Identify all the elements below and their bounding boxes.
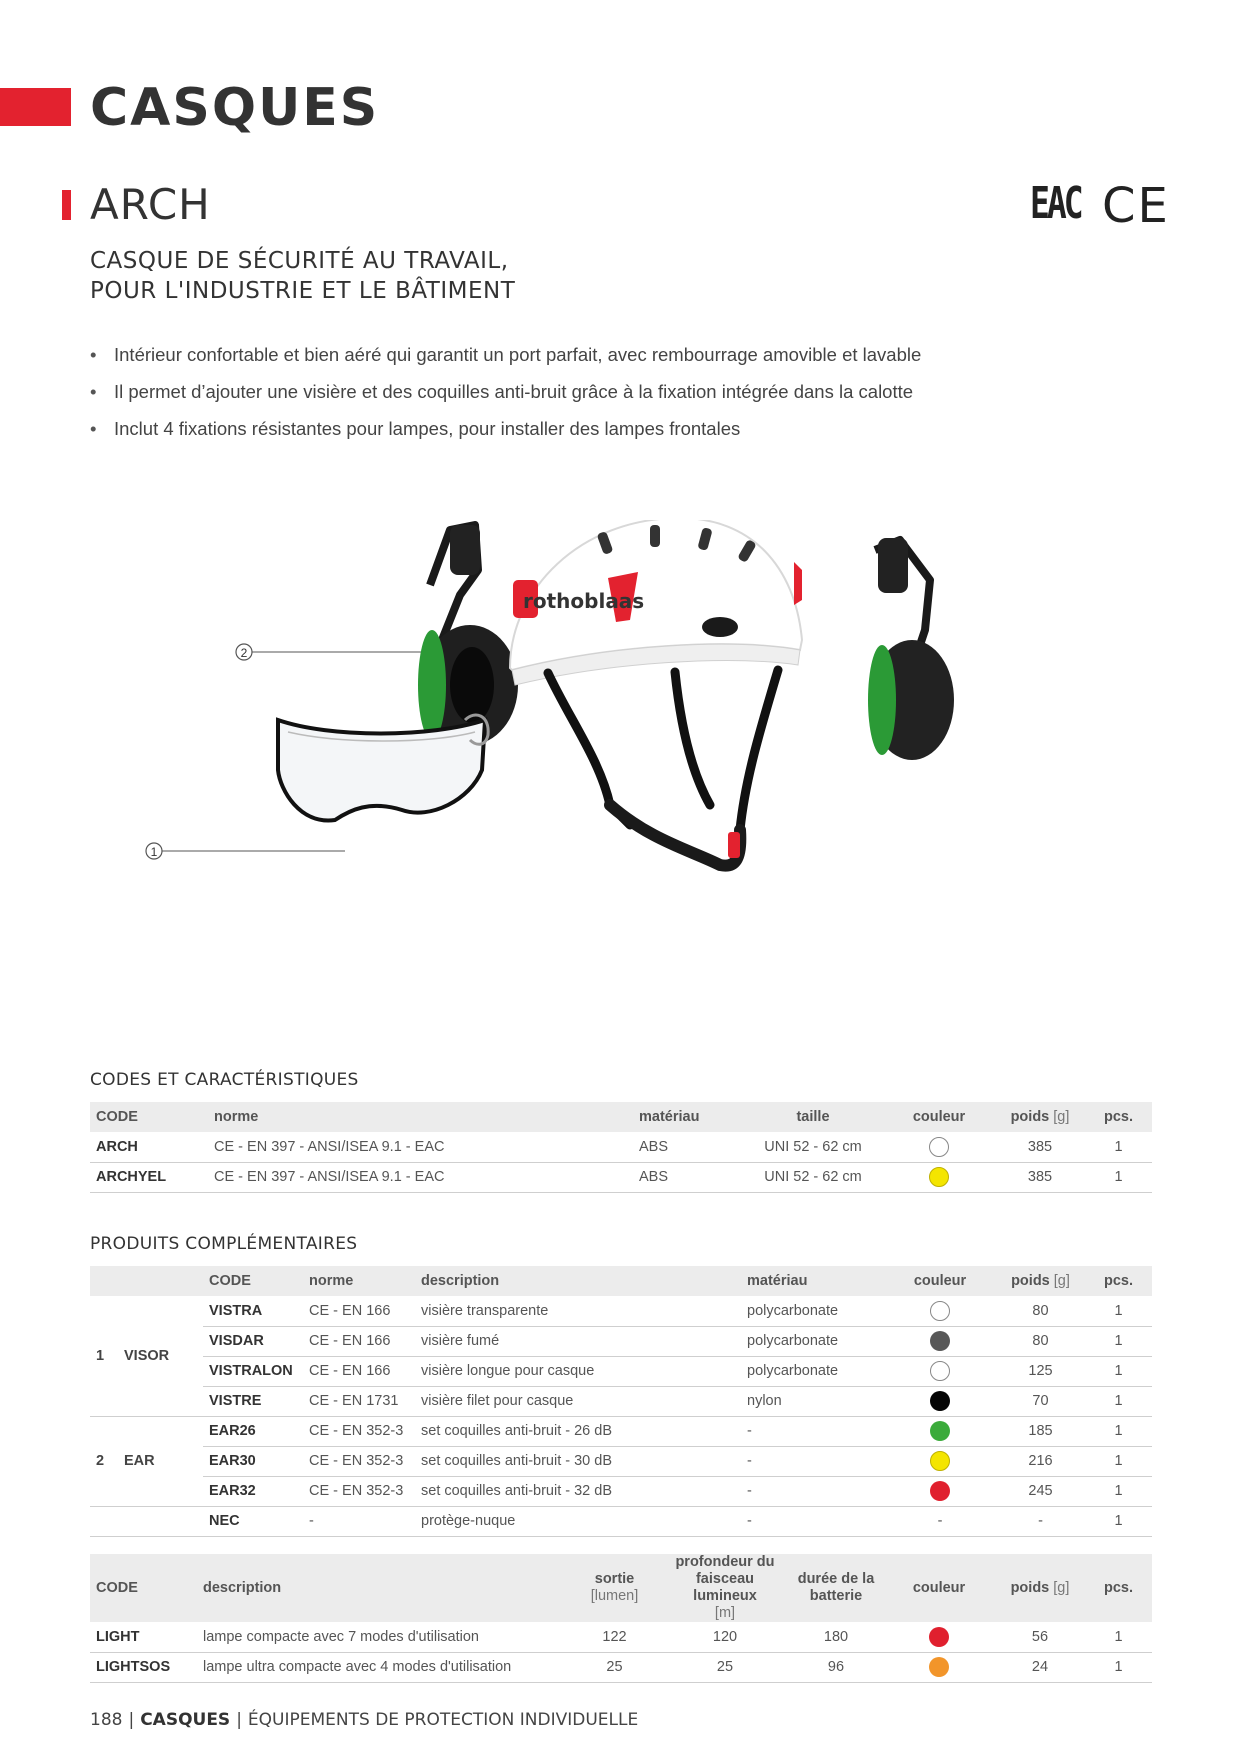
group-number: 1 bbox=[90, 1296, 118, 1416]
cell-couleur bbox=[884, 1326, 996, 1356]
page-footer bbox=[90, 1710, 638, 1730]
ear-muff-left-image bbox=[418, 525, 518, 745]
cell-description: protège-nuque bbox=[415, 1506, 741, 1536]
col-profondeur bbox=[661, 1554, 789, 1622]
col-sortie-unit: [lumen] bbox=[590, 1588, 639, 1604]
col-poids-label: poids bbox=[1011, 1273, 1050, 1289]
footer-separator: | bbox=[128, 1710, 135, 1730]
table-row bbox=[90, 1162, 1152, 1192]
table-row bbox=[90, 1416, 1152, 1446]
color-swatch-red bbox=[930, 1481, 950, 1501]
codes-table-header bbox=[90, 1102, 1152, 1132]
cell-description: visière longue pour casque bbox=[415, 1356, 741, 1386]
cell-couleur bbox=[884, 1416, 996, 1446]
subtitle-line-2: POUR L'INDUSTRIE ET LE BÂTIMENT bbox=[90, 278, 516, 304]
cell-code: EAR30 bbox=[203, 1446, 303, 1476]
table-row bbox=[90, 1386, 1152, 1416]
table-row bbox=[90, 1506, 1152, 1536]
col-norme: norme bbox=[208, 1102, 633, 1132]
color-swatch-grey bbox=[930, 1331, 950, 1351]
footer-separator: | bbox=[236, 1710, 242, 1730]
col-description: description bbox=[415, 1266, 741, 1296]
col-poids bbox=[995, 1554, 1085, 1622]
cell-profondeur: 120 bbox=[661, 1622, 789, 1652]
helmet-brand-text: rothoblaas bbox=[523, 589, 645, 613]
col-pcs: pcs. bbox=[1085, 1266, 1152, 1296]
group-label: VISOR bbox=[118, 1296, 203, 1416]
product-illustration bbox=[130, 520, 1090, 990]
cell-pcs: 1 bbox=[1085, 1652, 1152, 1682]
feature-item: • Inclut 4 fixations résistantes pour lampes, pour installer des lampes frontales bbox=[90, 410, 1150, 447]
cell-couleur bbox=[884, 1386, 996, 1416]
section-accent-bar bbox=[0, 88, 71, 126]
cell-sortie: 122 bbox=[568, 1622, 661, 1652]
col-poids-unit: [g] bbox=[1053, 1579, 1070, 1596]
color-swatch-green bbox=[930, 1421, 950, 1441]
cell-code: LIGHTSOS bbox=[90, 1652, 197, 1682]
cell-poids: 245 bbox=[996, 1476, 1085, 1506]
cell-description: lampe compacte avec 7 modes d'utilisation bbox=[197, 1622, 568, 1652]
cell-code: VISTRE bbox=[203, 1386, 303, 1416]
cell-taille: UNI 52 - 62 cm bbox=[743, 1162, 883, 1192]
cell-materiau: polycarbonate bbox=[741, 1356, 884, 1386]
col-couleur: couleur bbox=[883, 1102, 995, 1132]
lights-table bbox=[90, 1554, 1152, 1683]
col-description: description bbox=[197, 1554, 568, 1622]
cell-norme: CE - EN 166 bbox=[303, 1296, 415, 1326]
feature-item: • Il permet d’ajouter une visière et des coquilles anti-bruit grâce à la fixation intégrée dans la calotte bbox=[90, 373, 1150, 410]
cell-pcs: 1 bbox=[1085, 1296, 1152, 1326]
page-number: 188 bbox=[90, 1710, 123, 1730]
color-swatch-red bbox=[929, 1627, 949, 1647]
col-pcs: pcs. bbox=[1085, 1102, 1152, 1132]
cell-couleur: - bbox=[884, 1506, 996, 1536]
cell-norme: CE - EN 352-3 bbox=[303, 1476, 415, 1506]
cell-couleur bbox=[884, 1356, 996, 1386]
cell-poids: 385 bbox=[995, 1162, 1085, 1192]
ce-mark-icon: CE bbox=[1102, 178, 1170, 234]
complements-table bbox=[90, 1266, 1152, 1537]
cell-poids: 216 bbox=[996, 1446, 1085, 1476]
cell-taille: UNI 52 - 62 cm bbox=[743, 1132, 883, 1162]
cell-couleur bbox=[884, 1446, 996, 1476]
table-row bbox=[90, 1476, 1152, 1506]
cell-materiau: - bbox=[741, 1416, 884, 1446]
ear-muff-right-image bbox=[868, 538, 954, 760]
cell-code: EAR26 bbox=[203, 1416, 303, 1446]
cell-materiau: nylon bbox=[741, 1386, 884, 1416]
cell-couleur bbox=[884, 1296, 996, 1326]
cell-materiau: - bbox=[741, 1476, 884, 1506]
cell-materiau: ABS bbox=[633, 1162, 743, 1192]
group-number: 2 bbox=[90, 1416, 118, 1506]
col-code: CODE bbox=[90, 1554, 197, 1622]
cell-description: visière fumé bbox=[415, 1326, 741, 1356]
col-poids bbox=[995, 1102, 1085, 1132]
cell-code: ARCHYEL bbox=[90, 1162, 208, 1192]
cell-pcs: 1 bbox=[1085, 1162, 1152, 1192]
color-swatch-black bbox=[930, 1391, 950, 1411]
codes-heading: CODES ET CARACTÉRISTIQUES bbox=[90, 1070, 359, 1090]
callout-visor bbox=[146, 843, 345, 859]
color-swatch-yellow bbox=[930, 1451, 950, 1471]
cell-norme: CE - EN 1731 bbox=[303, 1386, 415, 1416]
cell-poids: 125 bbox=[996, 1356, 1085, 1386]
cell-code: VISTRA bbox=[203, 1296, 303, 1326]
table-row bbox=[90, 1326, 1152, 1356]
feature-item: • Intérieur confortable et bien aéré qui garantit un port parfait, avec rembourrage amovible et lavable bbox=[90, 336, 1150, 373]
col-poids-unit: [g] bbox=[1053, 1273, 1070, 1289]
product-accent-mark bbox=[62, 190, 71, 220]
helmet-image bbox=[510, 520, 802, 866]
product-title: ARCH bbox=[90, 180, 211, 229]
col-poids bbox=[996, 1266, 1085, 1296]
color-swatch-white bbox=[929, 1137, 949, 1157]
callout-ear-number: 2 bbox=[240, 646, 248, 660]
footer-chapter: ÉQUIPEMENTS DE PROTECTION INDIVIDUELLE bbox=[247, 1710, 639, 1730]
table-row bbox=[90, 1622, 1152, 1652]
cell-materiau: - bbox=[741, 1506, 884, 1536]
col-taille: taille bbox=[743, 1102, 883, 1132]
product-subtitle bbox=[90, 246, 515, 306]
col-profondeur-label: profondeur du faisceau lumineux bbox=[675, 1554, 775, 1604]
lights-table-header bbox=[90, 1554, 1152, 1622]
cell-norme: CE - EN 397 - ANSI/ISEA 9.1 - EAC bbox=[208, 1162, 633, 1192]
codes-table bbox=[90, 1102, 1152, 1193]
cell-norme: CE - EN 352-3 bbox=[303, 1446, 415, 1476]
cell-materiau: polycarbonate bbox=[741, 1326, 884, 1356]
complements-table-header bbox=[90, 1266, 1152, 1296]
col-code: CODE bbox=[90, 1102, 208, 1132]
cell-poids: 70 bbox=[996, 1386, 1085, 1416]
table-row bbox=[90, 1652, 1152, 1682]
col-poids-label: poids bbox=[1010, 1109, 1050, 1125]
col-materiau: matériau bbox=[633, 1102, 743, 1132]
table-row bbox=[90, 1132, 1152, 1162]
cell-poids: 80 bbox=[996, 1326, 1085, 1356]
col-poids-unit: [g] bbox=[1053, 1109, 1070, 1125]
eac-mark-icon: EAC bbox=[1030, 178, 1081, 229]
color-swatch-yellow bbox=[929, 1167, 949, 1187]
group-label: EAR bbox=[118, 1416, 203, 1506]
section-title: CASQUES bbox=[90, 78, 380, 138]
cell-code: NEC bbox=[203, 1506, 303, 1536]
col-couleur: couleur bbox=[883, 1554, 995, 1622]
cell-poids: 56 bbox=[995, 1622, 1085, 1652]
cell-description: set coquilles anti-bruit - 26 dB bbox=[415, 1416, 741, 1446]
table-row bbox=[90, 1296, 1152, 1326]
footer-section: CASQUES bbox=[140, 1710, 231, 1730]
cell-description: visière transparente bbox=[415, 1296, 741, 1326]
subtitle-line-1: CASQUE DE SÉCURITÉ AU TRAVAIL, bbox=[90, 248, 509, 274]
cell-materiau: polycarbonate bbox=[741, 1296, 884, 1326]
cell-pcs: 1 bbox=[1085, 1506, 1152, 1536]
callout-ear bbox=[236, 644, 428, 660]
callout-visor-number: 1 bbox=[150, 845, 158, 859]
color-swatch-white bbox=[930, 1361, 950, 1381]
cell-sortie: 25 bbox=[568, 1652, 661, 1682]
cell-norme: CE - EN 397 - ANSI/ISEA 9.1 - EAC bbox=[208, 1132, 633, 1162]
cell-pcs: 1 bbox=[1085, 1416, 1152, 1446]
cell-description: set coquilles anti-bruit - 30 dB bbox=[415, 1446, 741, 1476]
cell-duree: 96 bbox=[789, 1652, 883, 1682]
cell-code: LIGHT bbox=[90, 1622, 197, 1652]
visor-image bbox=[278, 715, 488, 820]
cell-norme: CE - EN 352-3 bbox=[303, 1416, 415, 1446]
cell-norme: CE - EN 166 bbox=[303, 1356, 415, 1386]
cell-materiau: ABS bbox=[633, 1132, 743, 1162]
color-swatch-orange bbox=[929, 1657, 949, 1677]
cell-poids: 185 bbox=[996, 1416, 1085, 1446]
cell-poids: 80 bbox=[996, 1296, 1085, 1326]
cell-couleur bbox=[883, 1622, 995, 1652]
cell-pcs: 1 bbox=[1085, 1622, 1152, 1652]
cell-poids: 385 bbox=[995, 1132, 1085, 1162]
col-duree: durée de la batterie bbox=[789, 1554, 883, 1622]
col-pcs: pcs. bbox=[1085, 1554, 1152, 1622]
table-row bbox=[90, 1446, 1152, 1476]
cell-description: visière filet pour casque bbox=[415, 1386, 741, 1416]
cell-materiau: - bbox=[741, 1446, 884, 1476]
cell-norme: - bbox=[303, 1506, 415, 1536]
table-row bbox=[90, 1356, 1152, 1386]
cell-couleur bbox=[883, 1162, 995, 1192]
cell-couleur bbox=[883, 1132, 995, 1162]
cell-poids: - bbox=[996, 1506, 1085, 1536]
col-sortie-label: sortie bbox=[594, 1571, 635, 1587]
cell-duree: 180 bbox=[789, 1622, 883, 1652]
col-couleur: couleur bbox=[884, 1266, 996, 1296]
cell-poids: 24 bbox=[995, 1652, 1085, 1682]
col-profondeur-unit: [m] bbox=[714, 1605, 736, 1621]
cell-couleur bbox=[883, 1652, 995, 1682]
col-norme: norme bbox=[303, 1266, 415, 1296]
cell-norme: CE - EN 166 bbox=[303, 1326, 415, 1356]
col-code: CODE bbox=[203, 1266, 303, 1296]
cell-code: EAR32 bbox=[203, 1476, 303, 1506]
cell-pcs: 1 bbox=[1085, 1446, 1152, 1476]
col-poids-label: poids bbox=[1010, 1579, 1050, 1596]
cell-profondeur: 25 bbox=[661, 1652, 789, 1682]
cell-couleur bbox=[884, 1476, 996, 1506]
cell-code: VISDAR bbox=[203, 1326, 303, 1356]
cell-description: set coquilles anti-bruit - 32 dB bbox=[415, 1476, 741, 1506]
feature-list bbox=[90, 336, 1150, 447]
cell-pcs: 1 bbox=[1085, 1386, 1152, 1416]
cell-pcs: 1 bbox=[1085, 1356, 1152, 1386]
color-swatch-white bbox=[930, 1301, 950, 1321]
cell-pcs: 1 bbox=[1085, 1132, 1152, 1162]
cell-pcs: 1 bbox=[1085, 1326, 1152, 1356]
cell-description: lampe ultra compacte avec 4 modes d'utilisation bbox=[197, 1652, 568, 1682]
cell-code: VISTRALON bbox=[203, 1356, 303, 1386]
cell-pcs: 1 bbox=[1085, 1476, 1152, 1506]
complements-heading: PRODUITS COMPLÉMENTAIRES bbox=[90, 1234, 358, 1254]
col-sortie bbox=[568, 1554, 661, 1622]
col-materiau: matériau bbox=[741, 1266, 884, 1296]
cell-code: ARCH bbox=[90, 1132, 208, 1162]
